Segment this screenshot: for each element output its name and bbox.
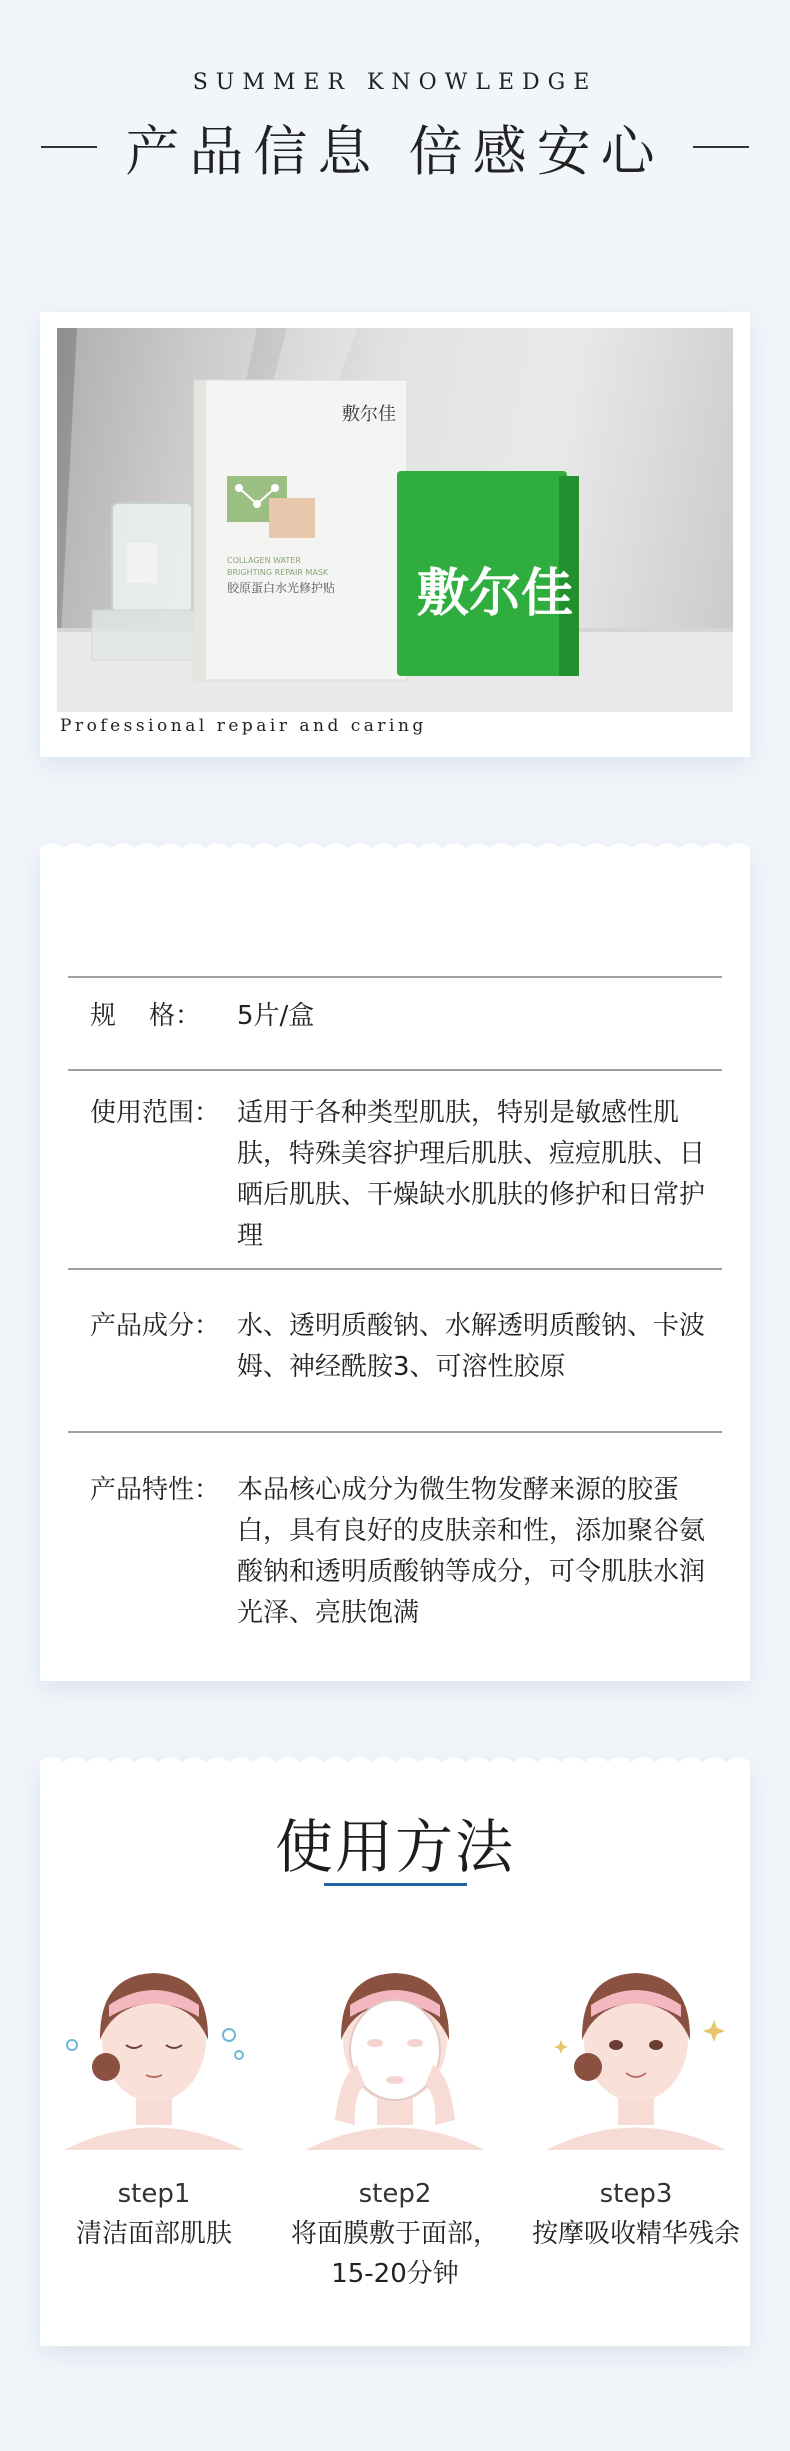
box-name-cn: 胶原蛋白水光修护贴 — [227, 581, 336, 595]
spec-card — [40, 848, 750, 1681]
step-description: 将面膜敷于面部，15-20分钟 — [290, 2219, 499, 2289]
face-cleansing-icon — [54, 1945, 254, 2160]
wave-edge — [40, 838, 750, 858]
box-name-en-1: COLLAGEN WATER — [227, 556, 301, 565]
product-scene — [57, 328, 733, 712]
step-1 — [44, 1945, 264, 2254]
spec-value: 本品核心成分为微生物发酵来源的胶蛋白，具有良好的皮肤亲和性，添加聚谷氨酸钠和透明质酸钠等成分，可令肌肤水润光泽、亮肤饱满 — [237, 1475, 706, 1628]
spec-value: 水、透明质酸钠、水解透明质酸钠、卡波姆、神经酰胺3、可溶性胶原 — [237, 1311, 706, 1382]
photo-caption: Professional repair and caring — [60, 716, 427, 736]
step-name: step1 — [117, 2179, 191, 2209]
step-description: 按摩吸收精华残余 — [531, 2219, 740, 2249]
step-2 — [285, 1945, 505, 2294]
kicker-text: SUMMER KNOWLEDGE — [192, 70, 598, 95]
spec-value: 5片/盒 — [237, 1001, 315, 1031]
step-name: step3 — [599, 2179, 673, 2209]
face-mask-icon — [295, 1945, 495, 2160]
usage-card — [40, 1762, 750, 2346]
spec-label: 产品成分： — [90, 1311, 221, 1341]
face-massage-icon — [536, 1945, 736, 2160]
headline-rule-left — [41, 146, 97, 148]
product-photo — [57, 328, 733, 712]
wave-edge — [40, 1752, 750, 1772]
spec-label: 产品特性： — [90, 1475, 221, 1505]
headline — [0, 112, 790, 182]
box-name-en-2: BRIGHTING REPAIR MASK — [227, 568, 329, 577]
headline-text: 产品信息 倍感安心 — [125, 119, 665, 183]
spec-divider — [68, 1069, 722, 1071]
spec-label: 使用范围： — [90, 1098, 221, 1128]
spec-divider — [68, 976, 722, 978]
green-box-brand: 敷尔佳 — [417, 563, 574, 624]
product-photo-card — [40, 312, 750, 757]
usage-title-underline — [324, 1883, 467, 1886]
step-name: step2 — [358, 2179, 432, 2209]
box-brand-text: 敷尔佳 — [342, 404, 396, 425]
headline-rule-right — [693, 146, 749, 148]
spec-label: 规 格： — [90, 1001, 202, 1031]
spec-value: 适用于各种类型肌肤，特别是敏感性肌肤，特殊美容护理后肌肤、痘痘肌肤、日晒后肌肤、干燥缺水肌肤的修护和日常护理 — [237, 1098, 706, 1251]
spec-divider — [68, 1431, 722, 1433]
step-3 — [526, 1945, 746, 2254]
step-description: 清洁面部肌肤 — [75, 2219, 232, 2249]
usage-title: 使用方法 — [274, 1813, 515, 1881]
spec-divider — [68, 1268, 722, 1270]
